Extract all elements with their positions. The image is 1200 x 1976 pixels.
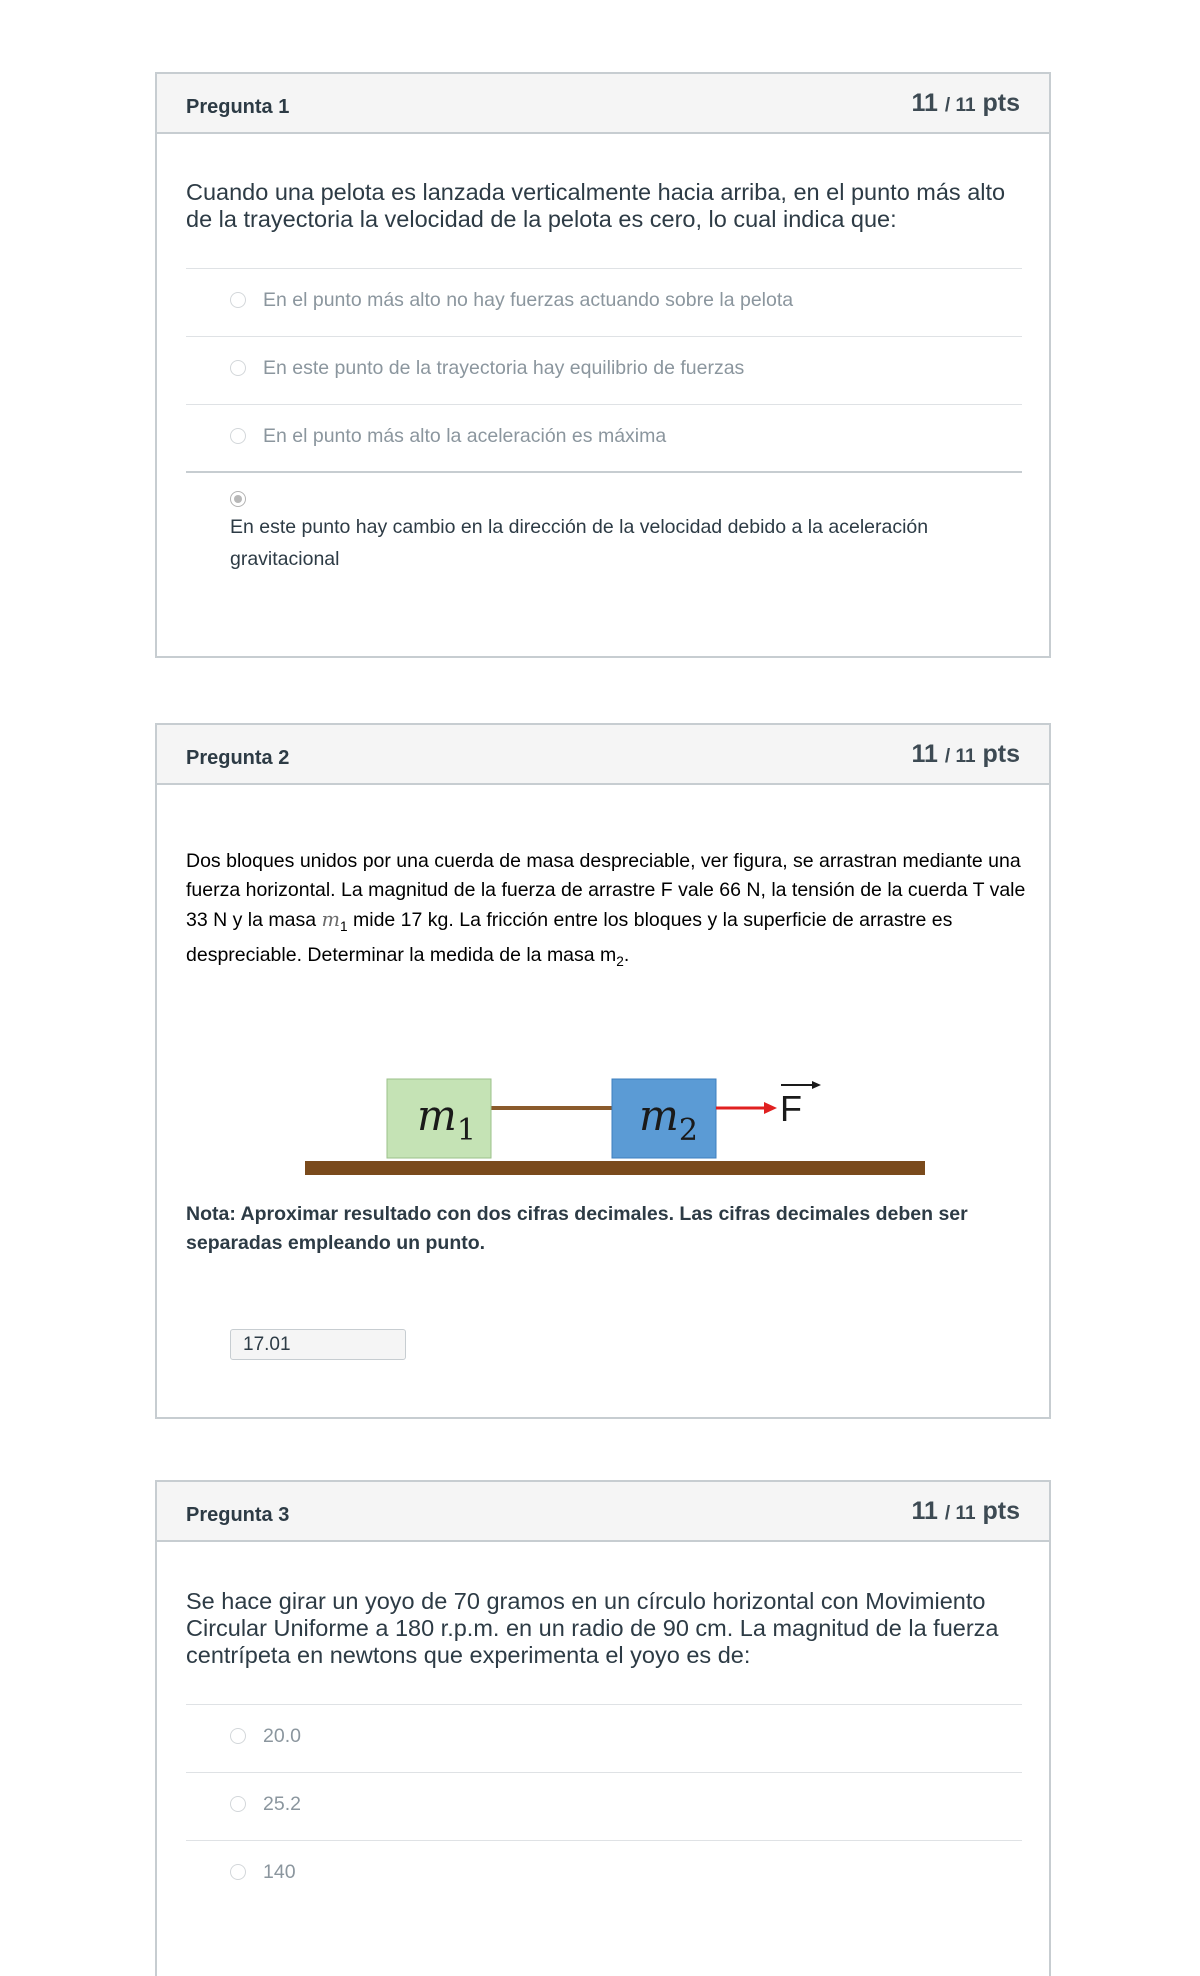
question-score: [912, 1497, 1021, 1526]
radio-button[interactable]: [230, 1796, 246, 1812]
answer-label: 140: [263, 1861, 296, 1883]
answer-divider: [186, 1840, 1022, 1841]
question-text-end: .: [623, 943, 630, 966]
question-title: Pregunta 2: [186, 747, 290, 769]
answer-divider: [186, 268, 1022, 269]
score-total: / 11: [944, 1503, 976, 1524]
radio-button[interactable]: [230, 1728, 246, 1744]
score-total: / 11: [944, 746, 976, 767]
answer-label: En este punto de la trayectoria hay equilibrio de fuerzas: [263, 357, 745, 379]
blocks-figure: [157, 1045, 1053, 1175]
answer-divider: [186, 404, 1022, 405]
question-text: [186, 847, 1026, 976]
selected-answer-label: En este punto hay cambio en la dirección de la velocidad debido a la aceleración gravitacional: [230, 516, 929, 570]
force-arrowhead: [764, 1102, 777, 1114]
answer-option[interactable]: [230, 423, 1020, 453]
ground: [305, 1161, 925, 1175]
mass-variable: m: [321, 908, 340, 931]
question-score: [912, 89, 1021, 118]
question-header: [157, 1482, 1049, 1542]
question-card-3: [155, 1480, 1051, 1976]
answer-option[interactable]: [230, 1791, 1020, 1821]
question-header: [157, 74, 1049, 134]
score-unit: pts: [982, 740, 1020, 768]
answer-divider: [186, 471, 1022, 473]
answer-option[interactable]: [230, 1859, 1020, 1889]
answer-label: 20.0: [263, 1725, 301, 1747]
block-m1-label: $m_1$: [417, 1091, 476, 1148]
question-header: [157, 725, 1049, 785]
mass-subscript: 2: [616, 953, 624, 969]
mass-variable-subscript: 1: [339, 918, 348, 934]
score-total: / 11: [944, 95, 976, 116]
question-title: Pregunta 3: [186, 1504, 290, 1526]
answer-divider: [186, 336, 1022, 337]
score-unit: pts: [982, 89, 1020, 117]
question-card-1: [155, 72, 1051, 658]
answer-divider: [186, 1704, 1022, 1705]
question-title: Pregunta 1: [186, 96, 290, 118]
answer-option[interactable]: [230, 1723, 1020, 1753]
block-m2-label: $m_2$: [639, 1091, 698, 1148]
score-value: 11: [911, 740, 938, 768]
answer-label: En el punto más alto la aceleración es máxima: [263, 425, 667, 447]
question-text-part: Dos bloques unidos por una cuerda de masa despreciable, ver figura, se arrastran mediante una fuerza horizontal. La magnitud de la fuerza de arrastre F vale 66 N, la tensión de la cuerda T vale 33 N y la masa: [186, 850, 1026, 931]
question-text: Se hace girar un yoyo de 70 gramos en un círculo horizontal con Movimiento Circular Uniforme a 180 r.p.m. en un radio de 90 cm. La magnitud de la fuerza centrípeta en newtons que experimenta el yoyo es de:: [186, 1588, 999, 1668]
score-unit: pts: [982, 1497, 1020, 1525]
answer-label: 25.2: [263, 1793, 301, 1815]
force-label: F: [780, 1088, 802, 1129]
radio-button[interactable]: [230, 428, 246, 444]
question-score: [912, 740, 1021, 769]
question-card-2: [155, 723, 1051, 1419]
question-text: Cuando una pelota es lanzada verticalmente hacia arriba, en el punto más alto de la trayectoria la velocidad de la pelota es cero, lo cual indica que:: [186, 179, 1006, 232]
numeric-answer-field[interactable]: 17.01: [230, 1329, 406, 1360]
answer-label: En el punto más alto no hay fuerzas actuando sobre la pelota: [263, 289, 794, 311]
radio-button[interactable]: [230, 360, 246, 376]
question-text-part: mide 17 kg. La fricción entre los bloques y la superficie de arrastre es despreciable. Determinar la medida de la masa m: [186, 909, 953, 966]
answer-option[interactable]: [230, 287, 1020, 317]
vector-arrowhead: [812, 1081, 821, 1089]
radio-button-selected[interactable]: [230, 491, 246, 507]
radio-button[interactable]: [230, 1864, 246, 1880]
answer-option-selected[interactable]: [230, 491, 1020, 511]
answer-option[interactable]: [230, 355, 1020, 385]
answer-divider: [186, 1772, 1022, 1773]
score-value: 11: [911, 89, 938, 117]
radio-button[interactable]: [230, 292, 246, 308]
score-value: 11: [911, 1497, 938, 1525]
note-text: Nota: Aproximar resultado con dos cifras decimales. Las cifras decimales deben ser separadas empleando un punto.: [186, 1203, 968, 1254]
